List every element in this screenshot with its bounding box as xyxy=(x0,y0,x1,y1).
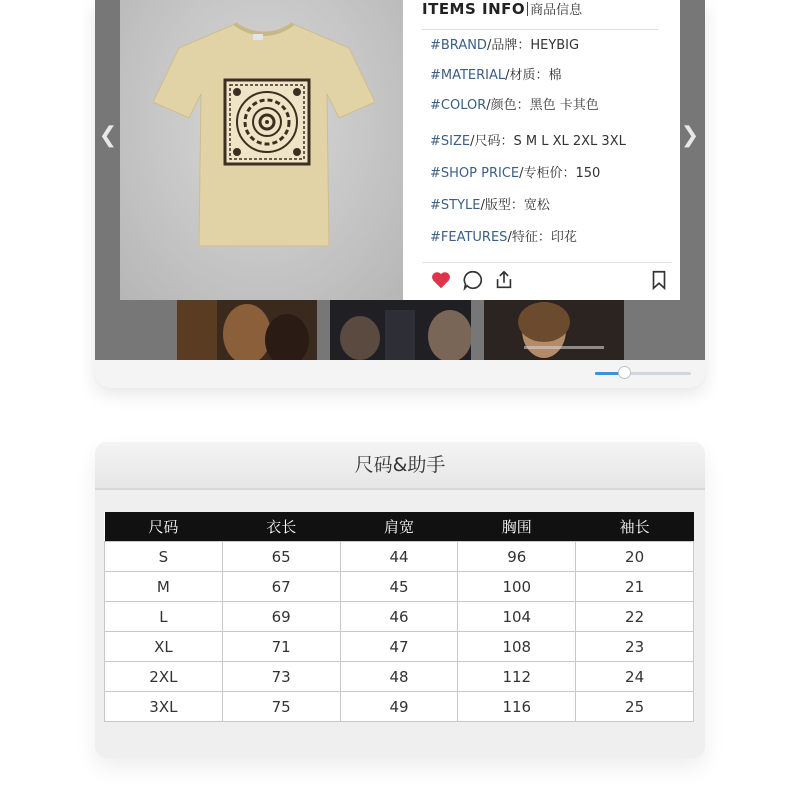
info-key: #BRAND xyxy=(430,38,487,53)
info-value: /品牌：HEYBIG xyxy=(486,38,580,53)
column-header: 胸围 xyxy=(458,512,576,542)
column-header: 衣长 xyxy=(222,512,340,542)
table-row xyxy=(105,602,694,632)
info-key: #STYLE xyxy=(430,198,481,213)
size-chart-title: 尺码&助手 xyxy=(95,442,705,490)
table-cell: 46 xyxy=(340,602,458,632)
title-underline xyxy=(422,29,658,30)
product-post xyxy=(120,0,680,300)
info-key: #MATERIAL xyxy=(430,68,506,83)
items-info-title xyxy=(422,0,582,24)
table-cell: 3XL xyxy=(105,692,223,722)
info-key: #COLOR xyxy=(430,98,487,113)
table-row xyxy=(105,542,694,572)
title-divider xyxy=(527,2,528,16)
table-cell: 23 xyxy=(576,632,694,662)
chevron-right-icon[interactable]: ❯ xyxy=(680,123,700,148)
items-info-panel xyxy=(410,0,680,300)
info-value: /颜色：黑色 卡其色 xyxy=(486,98,599,113)
column-header: 袖长 xyxy=(576,512,694,542)
info-value: /专柜价：150 xyxy=(519,166,601,181)
table-row xyxy=(105,572,694,602)
table-row xyxy=(105,662,694,692)
thumbnail-1[interactable] xyxy=(177,300,317,360)
table-cell: 47 xyxy=(340,632,458,662)
table-row xyxy=(105,692,694,722)
table-cell: 67 xyxy=(222,572,340,602)
table-cell: 45 xyxy=(340,572,458,602)
table-cell: 108 xyxy=(458,632,576,662)
info-row-material xyxy=(430,66,562,86)
viewer-screen xyxy=(95,0,705,360)
table-cell: 71 xyxy=(222,632,340,662)
table-cell: 65 xyxy=(222,542,340,572)
info-key: #SHOP PRICE xyxy=(430,166,520,181)
size-chart-panel xyxy=(95,442,705,758)
info-value: /版型：宽松 xyxy=(480,198,550,213)
thumbnail-2[interactable] xyxy=(330,300,471,360)
info-value: /特征：印花 xyxy=(507,230,577,245)
thumbnail-strip xyxy=(177,300,627,360)
share-icon[interactable] xyxy=(493,269,515,291)
zoom-slider-knob[interactable] xyxy=(618,366,631,379)
table-cell: 49 xyxy=(340,692,458,722)
table-cell: 21 xyxy=(576,572,694,602)
comment-icon[interactable] xyxy=(462,269,484,291)
table-cell: 73 xyxy=(222,662,340,692)
table-cell: 104 xyxy=(458,602,576,632)
column-header: 尺码 xyxy=(105,512,223,542)
table-cell: 25 xyxy=(576,692,694,722)
table-cell: M xyxy=(105,572,223,602)
table-cell: 69 xyxy=(222,602,340,632)
info-row-color xyxy=(430,96,599,116)
table-cell: S xyxy=(105,542,223,572)
table-cell: 20 xyxy=(576,542,694,572)
info-row-features xyxy=(430,228,577,248)
thumbnail-3[interactable] xyxy=(484,300,624,360)
table-cell: 100 xyxy=(458,572,576,602)
table-cell: 24 xyxy=(576,662,694,692)
info-row-size xyxy=(430,132,626,152)
info-key: #SIZE xyxy=(430,134,471,149)
tshirt-image xyxy=(153,18,375,250)
product-viewer xyxy=(95,0,705,388)
table-cell: L xyxy=(105,602,223,632)
table-cell: 112 xyxy=(458,662,576,692)
viewer-controls xyxy=(95,360,705,388)
info-row-style xyxy=(430,196,550,216)
table-cell: 44 xyxy=(340,542,458,572)
size-table-header xyxy=(105,512,694,542)
table-cell: 48 xyxy=(340,662,458,692)
size-table xyxy=(104,512,694,722)
title-en: ITEMS INFO xyxy=(422,0,526,18)
info-row-brand xyxy=(430,36,579,56)
table-row xyxy=(105,632,694,662)
bookmark-icon[interactable] xyxy=(648,269,670,291)
product-photo xyxy=(120,0,403,300)
table-cell: 75 xyxy=(222,692,340,722)
table-cell: XL xyxy=(105,632,223,662)
table-cell: 22 xyxy=(576,602,694,632)
heart-icon[interactable] xyxy=(430,269,452,291)
chevron-left-icon[interactable]: ❮ xyxy=(98,123,118,148)
table-cell: 96 xyxy=(458,542,576,572)
table-cell: 116 xyxy=(458,692,576,722)
column-header: 肩宽 xyxy=(340,512,458,542)
zoom-slider[interactable] xyxy=(595,372,691,375)
title-cn: 商品信息 xyxy=(530,3,583,18)
table-cell: 2XL xyxy=(105,662,223,692)
post-actions xyxy=(422,262,672,299)
info-value: /尺码：S M L XL 2XL 3XL xyxy=(470,134,626,149)
info-key: #FEATURES xyxy=(430,230,508,245)
info-row-price xyxy=(430,164,600,184)
info-value: /材质：棉 xyxy=(505,68,562,83)
